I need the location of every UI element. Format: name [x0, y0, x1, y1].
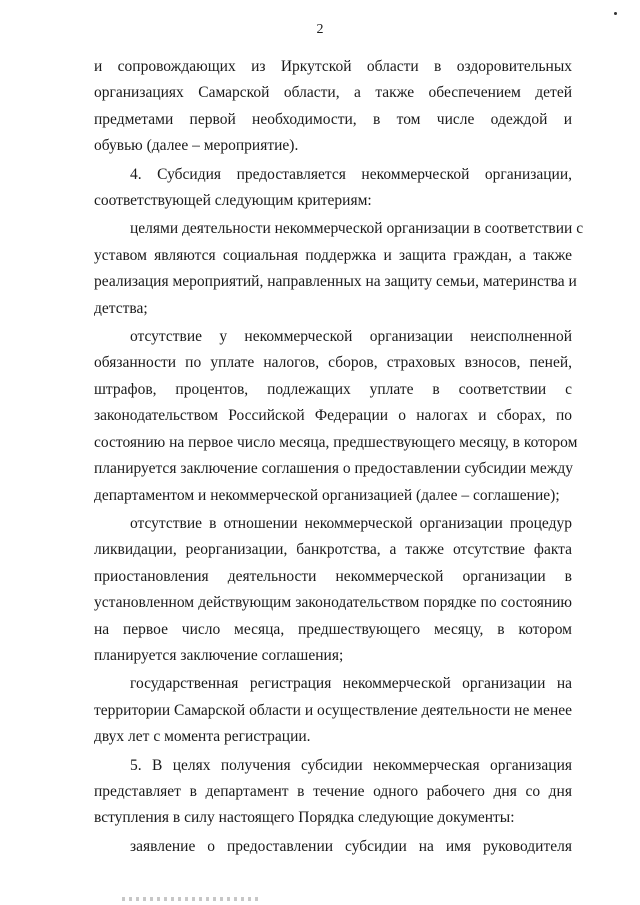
text-line: обязанности по уплате налогов, сборов, страховых взносов, пеней, — [94, 354, 572, 372]
page-number: 2 — [316, 22, 324, 37]
scan-artifact — [122, 897, 262, 901]
text-line: реализация мероприятий, направленных на защиту семьи, материнства и — [94, 273, 577, 291]
paragraph-c4 — [94, 671, 572, 750]
text-line: двух лет с момента регистрации. — [94, 728, 311, 746]
text-line: департаментом и некоммерческой организацией (далее – соглашение); — [94, 486, 560, 504]
text-line: отсутствие у некоммерческой организации неисполненной — [130, 328, 572, 346]
paragraph-c1 — [94, 216, 584, 322]
text-line: 5. В целях получения субсидии некоммерческая организация — [130, 756, 572, 774]
text-line: целями деятельности некоммерческой организации в соответствии с — [130, 220, 584, 238]
paragraph-p5 — [94, 753, 572, 832]
text-line: вступления в силу настоящего Порядка следующие документы: — [94, 809, 515, 827]
text-line: ликвидации, реорганизации, банкротства, а также отсутствие факта — [94, 541, 572, 559]
text-line: заявление о предоставлении субсидии на имя руководителя — [130, 837, 572, 855]
text-line: детства; — [94, 299, 148, 317]
paragraph-p4 — [94, 162, 572, 215]
text-line: уставом являются социальная поддержка и защита граждан, а также — [94, 246, 572, 264]
paragraph-c2 — [94, 324, 578, 509]
text-line: приостановления деятельности некоммерческой организации в — [94, 567, 572, 585]
text-line: штрафов, процентов, подлежащих уплате в соответствии с — [94, 380, 572, 398]
paragraph-d1 — [94, 834, 572, 860]
scan-speck — [614, 12, 617, 15]
text-line: отсутствие в отношении некоммерческой организации процедур — [130, 514, 572, 532]
text-line: законодательством Российской Федерации о налогах и сборах, по — [94, 407, 572, 425]
text-line: территории Самарской области и осуществление деятельности не менее — [94, 701, 572, 719]
paragraph-c3 — [94, 511, 572, 669]
text-line: представляет в департамент в течение одного рабочего дня со дня — [94, 782, 572, 800]
text-line: соответствующей следующим критериям: — [94, 192, 372, 210]
text-line: 4. Субсидия предоставляется некоммерческой организации, — [130, 165, 572, 183]
text-line: и сопровождающих из Иркутской области в оздоровительных — [94, 58, 572, 75]
text-line: обувью (далее – мероприятие). — [94, 137, 299, 155]
text-line: состоянию на первое число месяца, предшествующего месяцу, в котором — [94, 433, 578, 451]
text-line: на первое число месяца, предшествующего месяцу, в котором — [94, 620, 572, 638]
text-line: предметами первой необходимости, в том числе одеждой и — [94, 110, 572, 128]
text-line: организациях Самарской области, а также обеспечением детей — [94, 84, 572, 102]
text-line: планируется заключение соглашения о предоставлении субсидии между — [94, 460, 574, 478]
document-body — [94, 54, 584, 860]
text-line: государственная регистрация некоммерческой организации на — [130, 675, 572, 693]
paragraph-p-cont — [94, 54, 572, 160]
text-line: планируется заключение соглашения; — [94, 646, 344, 664]
text-line: установленном действующим законодательством порядке по состоянию — [94, 594, 572, 612]
